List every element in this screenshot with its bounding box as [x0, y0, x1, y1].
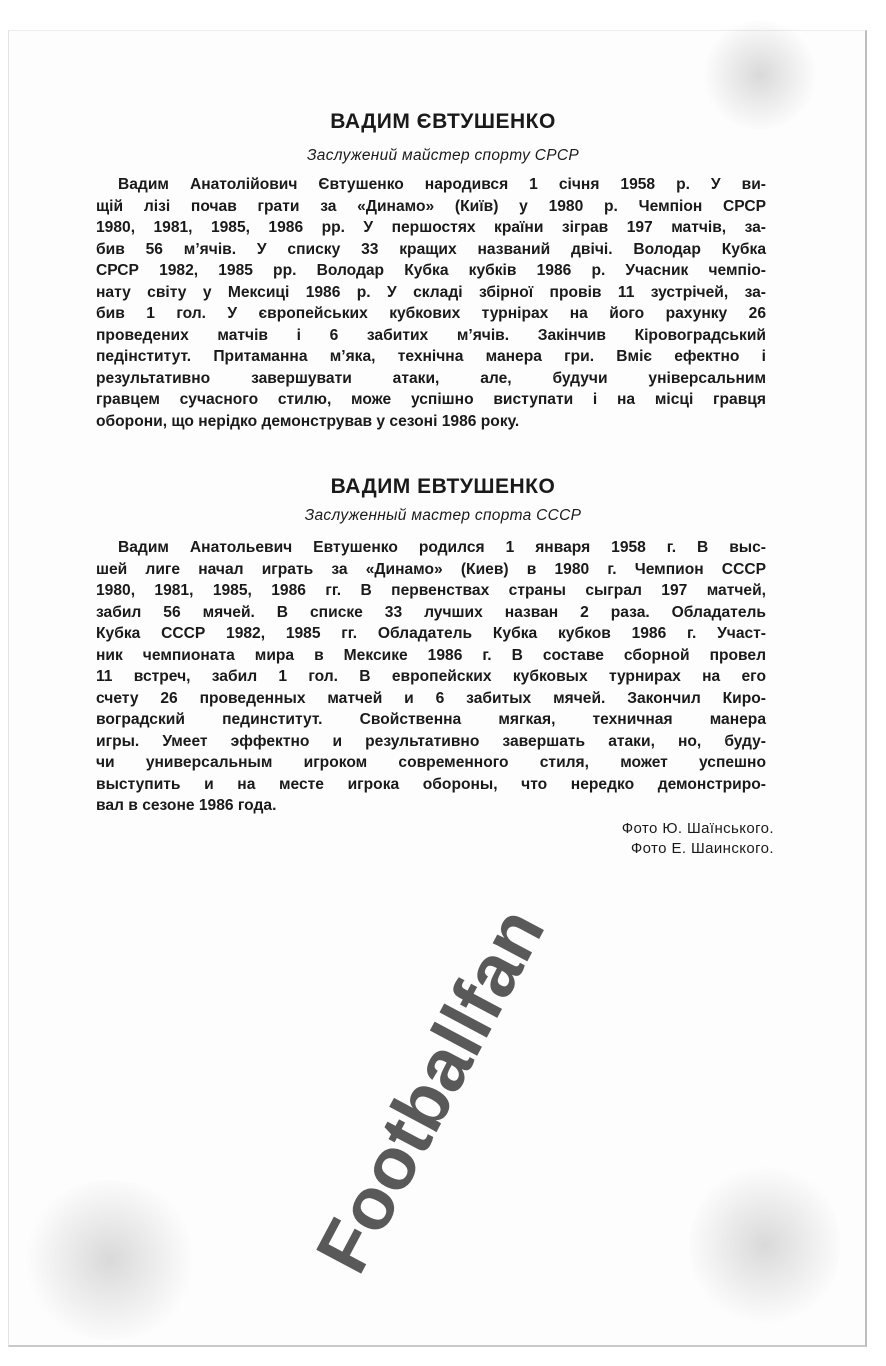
- russian-subtitle: Заслуженный мастер спорта СССР: [304, 507, 582, 524]
- photo-credit-russian: Фото Е. Шаинского.: [630, 840, 774, 857]
- ukrainian-title: ВАДИМ ЄВТУШЕНКО: [330, 110, 556, 133]
- text-line: Вадим Анатольевич Евтушенко родился 1 января 1958 г. В выс-: [118, 539, 766, 556]
- russian-biography: [96, 537, 766, 817]
- text-line: СРСР 1982, 1985 рр. Володар Кубка кубків 1986 р. Учасник чемпіо-: [96, 262, 766, 279]
- watermark: Footballfan: [299, 894, 561, 1286]
- text-line: бив 1 гол. У європейських кубкових турнірах на його рахунку 26: [96, 305, 766, 322]
- text-line: щій лізі почав грати за «Динамо» (Київ) у 1980 р. Чемпіон СРСР: [96, 197, 766, 215]
- text-line: Кубка СССР 1982, 1985 гг. Обладатель Кубка кубков 1986 г. Участ-: [96, 625, 766, 642]
- ukrainian-subtitle: Заслужений майстер спорту СРСР: [306, 147, 580, 164]
- text-line: 1980, 1981, 1985, 1986 гг. В первенствах страны сыграл 197 матчей,: [96, 582, 766, 599]
- text-line: ник чемпионата мира в Мексике 1986 г. В составе сборной провел: [96, 646, 766, 664]
- text-line: 1980, 1981, 1985, 1986 рр. У першостях країни зіграв 197 матчів, за-: [96, 219, 766, 236]
- text-line: педінститут. Притаманна м’яка, технічна манера гри. Вміє ефектно і: [96, 348, 766, 365]
- text-line: бив 56 м’ячів. У списку 33 кращих названий двічі. Володар Кубка: [96, 240, 766, 258]
- russian-title: ВАДИМ ЕВТУШЕНКО: [330, 475, 556, 498]
- text-line: вал в сезоне 1986 года.: [96, 797, 277, 814]
- text-line: нату світу у Мексиці 1986 р. У складі збірної провів 11 зустрічей, за-: [96, 283, 766, 301]
- stain: [20, 1180, 200, 1340]
- text-line: счету 26 проведенных матчей и 6 забитых мячей. Закончил Киро-: [96, 689, 766, 707]
- stain: [690, 1160, 840, 1330]
- text-line: 11 встреч, забил 1 гол. В европейских кубковых турнирах на его: [96, 668, 766, 685]
- text-line: Вадим Анатолійович Євтушенко народився 1 січня 1958 р. У ви-: [118, 176, 766, 193]
- ukrainian-biography: [96, 174, 766, 432]
- text-line: выступить и на месте игрока обороны, что нередко демонстриро-: [96, 775, 766, 793]
- text-line: забил 56 мячей. В списке 33 лучших назван 2 раза. Обладатель: [96, 603, 766, 621]
- text-line: игры. Умеет эффектно и результативно завершать атаки, но, буду-: [96, 732, 766, 750]
- text-line: воградский пединститут. Свойственна мягкая, техничная манера: [96, 711, 766, 728]
- text-line: гравцем сучасного стилю, може успішно виступати і на місці гравця: [96, 391, 766, 408]
- text-line: проведених матчів і 6 забитих м’ячів. Закінчив Кіровоградський: [96, 326, 766, 344]
- text-line: чи универсальным игроком современного стиля, может успешно: [96, 754, 766, 771]
- photo-credit-ukrainian: Фото Ю. Шаїнського.: [621, 820, 774, 837]
- text-line: оборони, що нерідко демонстрував у сезоні 1986 року.: [96, 412, 520, 430]
- text-line: шей лиге начал играть за «Динамо» (Киев) в 1980 г. Чемпион СССР: [96, 560, 766, 578]
- text-line: результативно завершувати атаки, але, будучи універсальним: [96, 369, 766, 387]
